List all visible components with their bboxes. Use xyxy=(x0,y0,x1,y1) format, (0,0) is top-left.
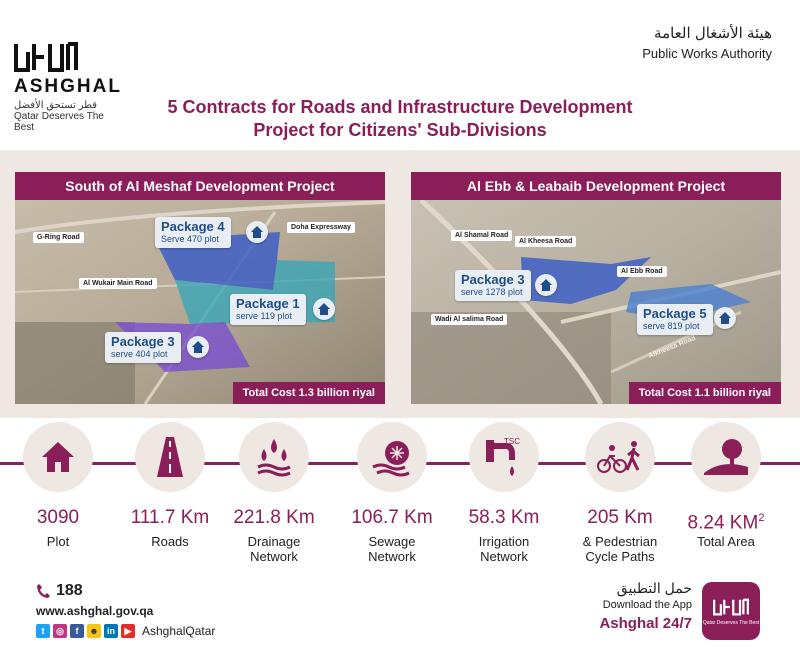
package-name: Package 3 xyxy=(461,272,525,287)
authority-name-english: Public Works Authority xyxy=(642,46,772,61)
house-icon xyxy=(23,422,93,492)
package-label xyxy=(455,270,531,301)
house-icon xyxy=(535,274,557,296)
stat-irrigation xyxy=(456,422,552,564)
stat-value-number: 8.24 KM xyxy=(687,512,759,534)
stat-label: & Pedestrian xyxy=(582,534,658,549)
map-title: South of Al Meshaf Development Project xyxy=(15,172,385,200)
phone-icon xyxy=(36,583,50,599)
package-label xyxy=(155,217,231,248)
download-app-arabic: حمل التطبيق xyxy=(616,580,692,596)
stat-label: Network xyxy=(480,549,528,564)
download-app-english: Download the App xyxy=(602,599,692,611)
download-app xyxy=(599,580,692,632)
stat-label: Drainage xyxy=(247,534,301,549)
page-title-line-2: Project for Citizens' Sub-Divisions xyxy=(253,120,547,140)
package-plots: serve 1278 plot xyxy=(461,287,523,297)
road-label: Al Wukair Main Road xyxy=(79,278,157,289)
stat-value-superscript: 2 xyxy=(758,512,765,524)
road-icon xyxy=(135,422,205,492)
ashghal-logo-mark-icon xyxy=(713,596,749,618)
road-label: Wadi Al salima Road xyxy=(431,314,507,325)
road-label: Al Ebb Road xyxy=(617,266,667,277)
package-label xyxy=(637,304,713,335)
house-icon xyxy=(714,307,736,329)
social-links xyxy=(36,624,215,638)
app-name: Ashghal 24/7 xyxy=(599,615,692,632)
irrigation-icon-text: TSC xyxy=(504,437,520,446)
irrigation-icon xyxy=(469,422,539,492)
stat-label: Sewage xyxy=(368,534,416,549)
house-icon xyxy=(313,298,335,320)
stat-total-area xyxy=(678,422,774,549)
page-title xyxy=(120,96,680,142)
stat-label: Cycle Paths xyxy=(585,549,655,564)
stat-plot xyxy=(10,422,106,549)
package-plots: serve 119 plot xyxy=(236,311,292,321)
map-card-al-ebb xyxy=(411,172,781,404)
package-plots: Serve 470 plot xyxy=(161,234,220,244)
header xyxy=(0,0,800,140)
logo-wordmark: ASHGHAL xyxy=(14,76,122,97)
package-name: Package 4 xyxy=(161,219,225,234)
hotline[interactable] xyxy=(36,582,83,600)
package-name: Package 1 xyxy=(236,296,300,311)
stat-sewage xyxy=(344,422,440,564)
logo-tagline-arabic: قطر تستحق الأفضل xyxy=(14,100,98,111)
package-name: Package 3 xyxy=(111,334,175,349)
house-icon xyxy=(187,336,209,358)
app-icon-tagline: Qatar Deserves The Best xyxy=(702,620,760,626)
stat-roads xyxy=(122,422,218,549)
map-card-al-meshaf xyxy=(15,172,385,404)
stat-label: Total Area xyxy=(697,534,755,549)
stat-cycle-paths xyxy=(572,422,668,564)
instagram-icon[interactable]: ◎ xyxy=(53,624,67,638)
stat-value xyxy=(678,508,774,534)
ashghal-logo-mark-icon xyxy=(14,40,78,74)
house-icon xyxy=(246,221,268,243)
stat-label: Plot xyxy=(46,534,70,549)
map-title: Al Ebb & Leabaib Development Project xyxy=(411,172,781,200)
tree-area-icon xyxy=(691,422,761,492)
linkedin-icon[interactable]: in xyxy=(104,624,118,638)
footer xyxy=(0,574,800,650)
stat-value: 3090 xyxy=(36,507,80,528)
package-label xyxy=(230,294,306,325)
stat-drainage xyxy=(226,422,322,564)
sewage-icon xyxy=(357,422,427,492)
total-cost-badge: Total Cost 1.3 billion riyal xyxy=(233,382,385,404)
package-plots: serve 819 plot xyxy=(643,321,700,331)
app-icon[interactable] xyxy=(702,582,760,640)
cyclist-pedestrian-icon xyxy=(585,422,655,492)
stat-value: 221.8 Km xyxy=(233,507,315,528)
stat-value: 58.3 Km xyxy=(468,507,540,528)
stat-label: Network xyxy=(368,549,416,564)
stat-value: 111.7 Km xyxy=(130,507,210,528)
logo-tagline-english: Qatar Deserves The Best xyxy=(14,111,104,133)
aerial-map-al-meshaf xyxy=(15,172,385,404)
authority-name-arabic: هيئة الأشغال العامة xyxy=(654,25,772,42)
road-label: Al Kheesa Road xyxy=(515,236,576,247)
website-link[interactable]: www.ashghal.gov.qa xyxy=(36,604,154,618)
package-name: Package 5 xyxy=(643,306,707,321)
page-title-line-1: 5 Contracts for Roads and Infrastructure Development xyxy=(167,97,633,117)
snapchat-icon[interactable]: ☻ xyxy=(87,624,101,638)
stat-label: Roads xyxy=(151,534,189,549)
road-label: Doha Expressway xyxy=(287,222,355,233)
drainage-icon xyxy=(239,422,309,492)
stat-label: Irrigation xyxy=(478,534,530,549)
facebook-icon[interactable]: f xyxy=(70,624,84,638)
road-label: Al Shamal Road xyxy=(451,230,512,241)
hotline-number: 188 xyxy=(56,582,83,599)
social-handle: AshghalQatar xyxy=(142,624,216,638)
total-cost-badge: Total Cost 1.1 billion riyal xyxy=(629,382,781,404)
ashghal-logo xyxy=(14,40,122,133)
road-label: Alkheesa Road xyxy=(647,334,697,361)
authority-name xyxy=(642,24,772,61)
stat-value: 106.7 Km xyxy=(351,507,433,528)
package-plots: serve 404 plot xyxy=(111,349,168,359)
stat-value: 205 Km xyxy=(587,507,653,528)
twitter-icon[interactable]: t xyxy=(36,624,50,638)
stat-label: Network xyxy=(250,549,298,564)
package-label xyxy=(105,332,181,363)
road-label: G-Ring Road xyxy=(33,232,84,243)
youtube-icon[interactable]: ▶ xyxy=(121,624,135,638)
